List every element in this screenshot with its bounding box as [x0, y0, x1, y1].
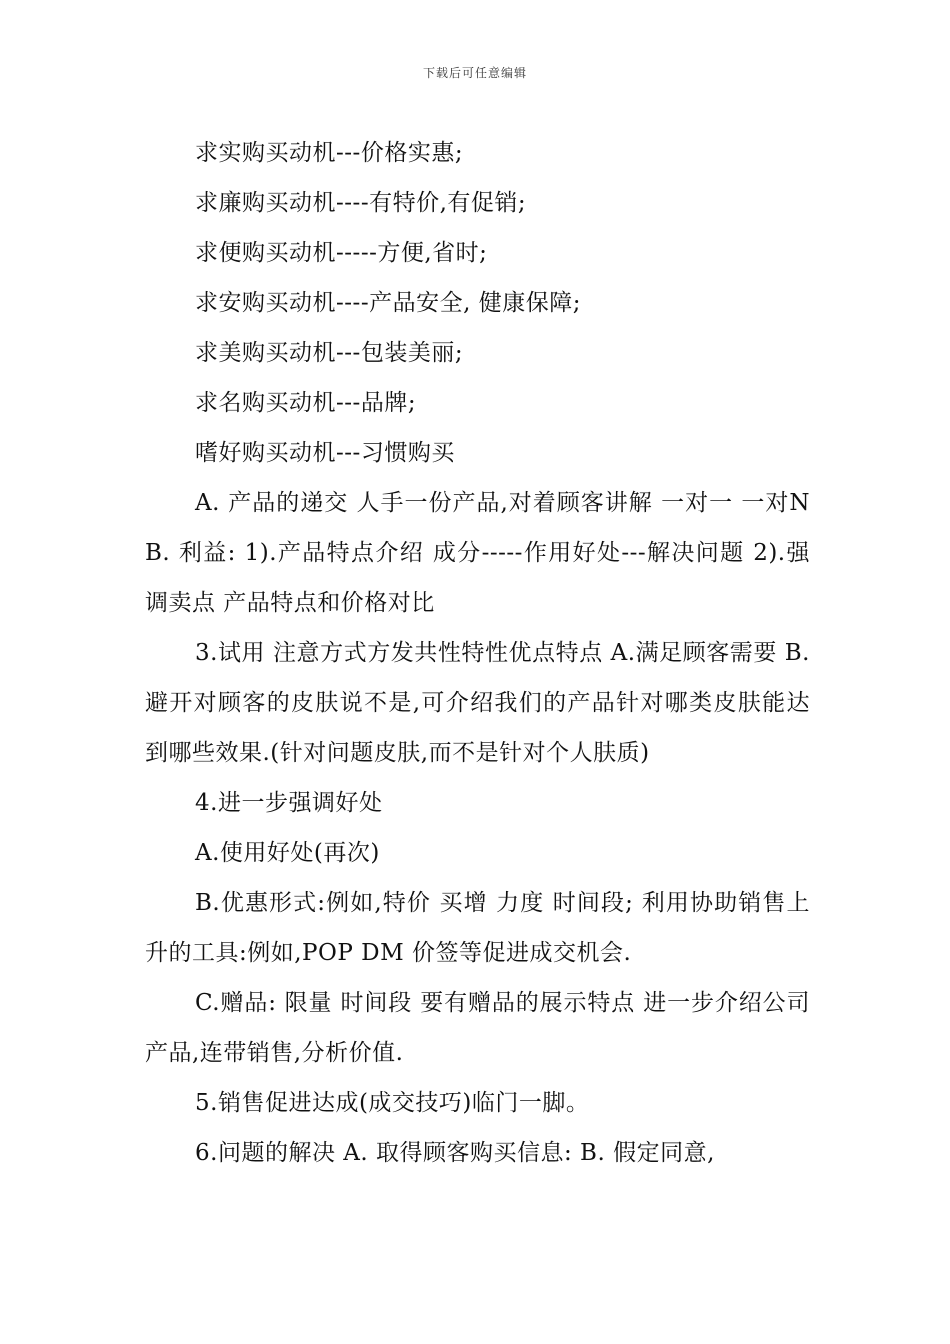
motive-line: 求名购买动机---品牌; — [195, 390, 417, 416]
motive-line: 求廉购买动机----有特价,有促销; — [195, 190, 527, 216]
motive-line: 求美购买动机---包装美丽; — [195, 340, 464, 366]
paragraph-product-delivery: A. 产品的递交 人手一份产品,对着顾客讲解 一对一 一对N B. 利益: 1).产品特点介绍 成分-----作用好处---解决问题 2).强调卖点 产品特点和价格对比 — [145, 490, 810, 616]
paragraph-discount: B.优惠形式:例如,特价 买增 力度 时间段; 利用协助销售上升的工具:例如,POP DM 价签等促进成交机会. — [145, 890, 810, 966]
paragraph-emphasize: 4.进一步强调好处 — [195, 790, 383, 816]
motive-line: 求实购买动机---价格实惠; — [195, 140, 464, 166]
paragraph-close: 5.销售促进达成(成交技巧)临门一脚。 — [195, 1090, 590, 1116]
paragraph-use-benefit: A.使用好处(再次) — [195, 840, 380, 866]
paragraph-gifts: C.赠品: 限量 时间段 要有赠品的展示特点 进一步介绍公司产品,连带销售,分析价值. — [145, 990, 810, 1066]
motive-line: 求安购买动机----产品安全, 健康保障; — [195, 290, 581, 316]
document-body — [145, 128, 810, 1178]
paragraph-solve: 6.问题的解决 A. 取得顾客购买信息: B. 假定同意, — [195, 1140, 715, 1166]
paragraph-trial: 3.试用 注意方式方发共性特性优点特点 A.满足顾客需要 B.避开对顾客的皮肤说不是,可介绍我们的产品针对哪类皮肤能达到哪些效果.(针对问题皮肤,而不是针对个人肤质) — [145, 640, 810, 766]
page-header: 下载后可任意编辑 — [422, 66, 527, 80]
motive-line: 求便购买动机-----方便,省时; — [195, 240, 488, 266]
motive-line: 嗜好购买动机---习惯购买 — [195, 440, 455, 466]
